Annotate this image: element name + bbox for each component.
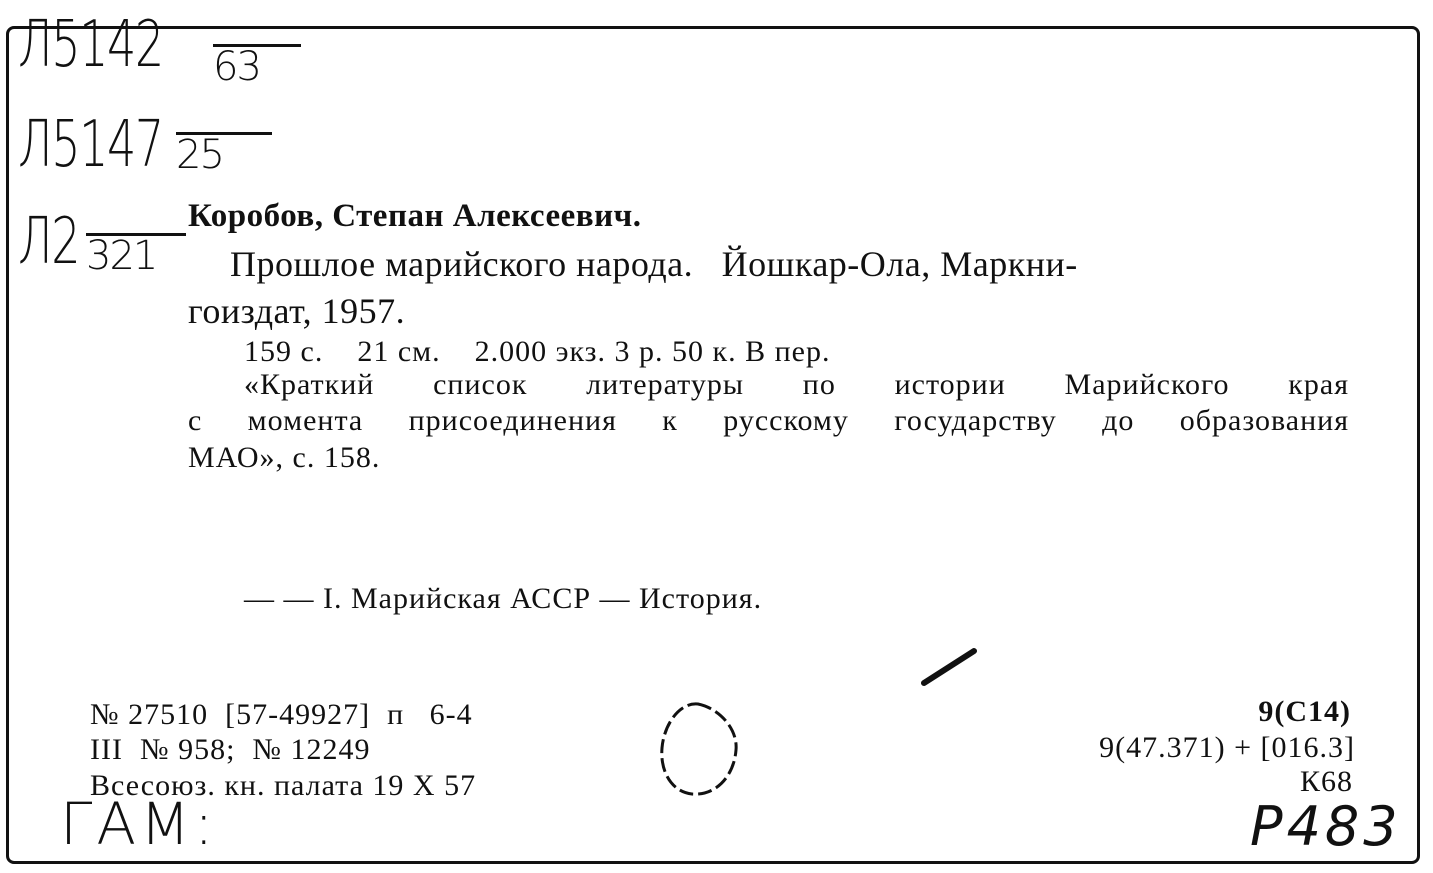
note-line-1-text: «Краткий список литературы по истории Марийского края	[244, 368, 1349, 401]
shelfmark-1-main: Л5142	[18, 8, 163, 82]
shelfmark-2-sub: 25	[176, 132, 272, 175]
author-sign: К68	[1299, 765, 1353, 798]
stamp-circle-icon	[652, 698, 746, 802]
shelfmark-2	[18, 108, 223, 182]
handwritten-call-number: Р483	[1250, 795, 1402, 858]
shelfmark-3	[18, 205, 157, 279]
pen-mark	[920, 645, 980, 690]
classification-index: 9(С14)	[1258, 695, 1351, 728]
title-line-2: гоиздат, 1957.	[188, 291, 406, 331]
shelfmark-3-sub: 321	[86, 233, 186, 276]
udc-index: 9(47.371) + [016.3]	[1099, 731, 1355, 764]
note-line-2-text: с момента присоединения к русскому государству до образования	[188, 404, 1349, 437]
shelfmark-1	[18, 8, 260, 90]
print-numbers: III № 958; № 12249	[90, 733, 371, 766]
handwritten-archive-mark: ГАМ:	[60, 790, 218, 858]
physical-description: 159 с. 21 см. 2.000 экз. 3 р. 50 к. В пер.	[244, 335, 831, 368]
author-heading: Коробов, Степан Алексеевич.	[188, 198, 642, 234]
shelfmark-3-main: Л2	[18, 205, 80, 279]
title-line-1: Прошлое марийского народа. Йошкар-Ола, Маркни-	[230, 244, 1078, 284]
subject-heading: — — I. Марийская АССР — История.	[244, 582, 763, 615]
note-line-3: МАО», с. 158.	[188, 441, 381, 474]
chamber-imprint: Всесоюз. кн. палата 19 X 57	[90, 769, 477, 802]
note-line-1	[244, 368, 1349, 402]
shelfmark-2-main: Л5147	[18, 108, 163, 182]
note-line-2	[188, 404, 1349, 438]
registration-numbers: № 27510 [57-49927] п 6-4	[90, 698, 473, 731]
shelfmark-1-sub: 63	[213, 44, 301, 87]
